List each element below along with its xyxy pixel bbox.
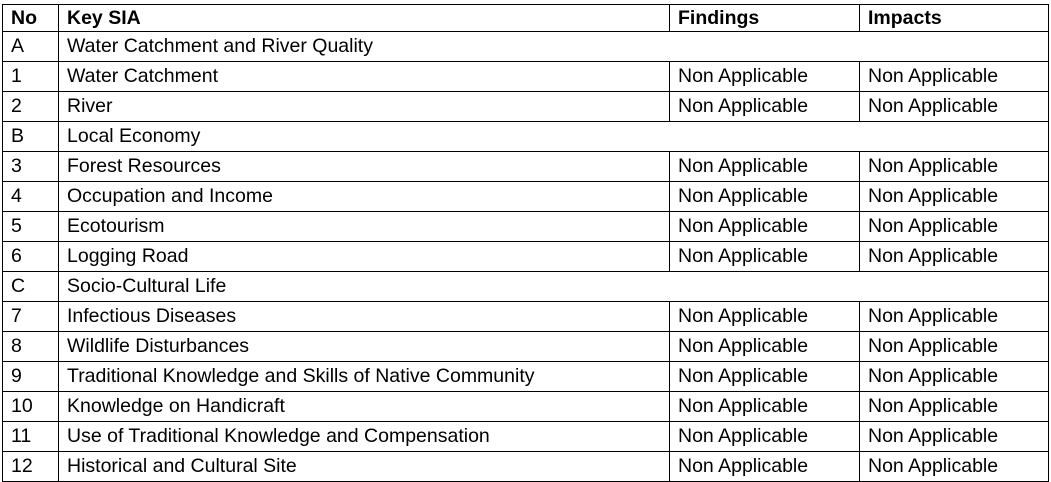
row-findings: Non Applicable	[670, 152, 860, 182]
row-number: C	[3, 272, 59, 302]
row-findings: Non Applicable	[670, 92, 860, 122]
row-number: 11	[3, 422, 59, 452]
row-impacts: Non Applicable	[860, 362, 1049, 392]
table-row	[3, 212, 1049, 242]
header-impacts: Impacts	[860, 5, 1049, 32]
row-findings: Non Applicable	[670, 62, 860, 92]
row-impacts: Non Applicable	[860, 212, 1049, 242]
row-findings: Non Applicable	[670, 452, 860, 482]
table-body	[3, 32, 1049, 482]
table-row	[3, 92, 1049, 122]
header-no: No	[3, 5, 59, 32]
row-label: Historical and Cultural Site	[59, 452, 670, 482]
row-number: 8	[3, 332, 59, 362]
row-number: 10	[3, 392, 59, 422]
row-findings: Non Applicable	[670, 302, 860, 332]
row-number: 5	[3, 212, 59, 242]
row-label: Occupation and Income	[59, 182, 670, 212]
row-label: Use of Traditional Knowledge and Compensation	[59, 422, 670, 452]
row-number: A	[3, 32, 59, 62]
row-findings: Non Applicable	[670, 422, 860, 452]
row-label: Water Catchment	[59, 62, 670, 92]
header-key-sia: Key SIA	[59, 5, 670, 32]
section-row	[3, 272, 1049, 302]
table-row	[3, 182, 1049, 212]
row-findings: Non Applicable	[670, 212, 860, 242]
row-findings: Non Applicable	[670, 332, 860, 362]
row-label: Ecotourism	[59, 212, 670, 242]
table-row	[3, 62, 1049, 92]
section-row	[3, 32, 1049, 62]
table-header-row	[3, 5, 1049, 32]
row-number: 7	[3, 302, 59, 332]
row-number: 1	[3, 62, 59, 92]
row-impacts: Non Applicable	[860, 92, 1049, 122]
table-row	[3, 422, 1049, 452]
table-row	[3, 452, 1049, 482]
table-row	[3, 302, 1049, 332]
row-impacts: Non Applicable	[860, 332, 1049, 362]
row-label: Knowledge on Handicraft	[59, 392, 670, 422]
row-label: Traditional Knowledge and Skills of Native Community	[59, 362, 670, 392]
row-findings: Non Applicable	[670, 242, 860, 272]
row-impacts: Non Applicable	[860, 152, 1049, 182]
row-number: 12	[3, 452, 59, 482]
row-number: B	[3, 122, 59, 152]
row-number: 6	[3, 242, 59, 272]
row-findings: Non Applicable	[670, 362, 860, 392]
row-impacts: Non Applicable	[860, 392, 1049, 422]
section-title: Water Catchment and River Quality	[59, 32, 1049, 62]
row-label: Wildlife Disturbances	[59, 332, 670, 362]
row-label: Infectious Diseases	[59, 302, 670, 332]
section-title: Local Economy	[59, 122, 1049, 152]
row-impacts: Non Applicable	[860, 242, 1049, 272]
row-label: Logging Road	[59, 242, 670, 272]
row-impacts: Non Applicable	[860, 422, 1049, 452]
table-row	[3, 332, 1049, 362]
table-row	[3, 242, 1049, 272]
table-row	[3, 392, 1049, 422]
row-number: 4	[3, 182, 59, 212]
row-number: 9	[3, 362, 59, 392]
table-row	[3, 362, 1049, 392]
row-findings: Non Applicable	[670, 392, 860, 422]
row-impacts: Non Applicable	[860, 452, 1049, 482]
section-title: Socio-Cultural Life	[59, 272, 1049, 302]
header-findings: Findings	[670, 5, 860, 32]
row-impacts: Non Applicable	[860, 182, 1049, 212]
row-impacts: Non Applicable	[860, 302, 1049, 332]
row-number: 3	[3, 152, 59, 182]
row-label: Forest Resources	[59, 152, 670, 182]
section-row	[3, 122, 1049, 152]
sia-table	[2, 4, 1049, 482]
table-row	[3, 152, 1049, 182]
row-impacts: Non Applicable	[860, 62, 1049, 92]
row-findings: Non Applicable	[670, 182, 860, 212]
row-number: 2	[3, 92, 59, 122]
row-label: River	[59, 92, 670, 122]
